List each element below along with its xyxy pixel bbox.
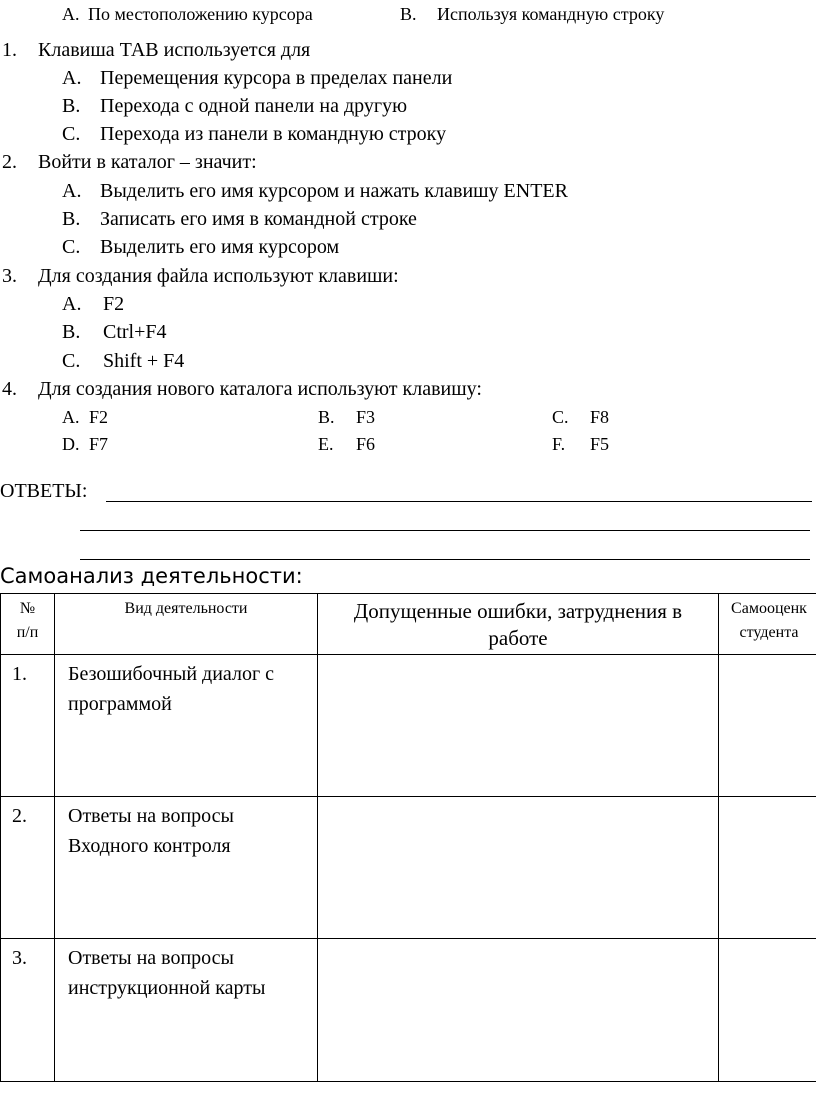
answer-line-3[interactable] — [80, 559, 810, 560]
q4-option-f-text: F5 — [590, 434, 610, 454]
row-2-activity-line2: Входного контроля — [68, 835, 231, 857]
header-activity: Вид деятельности — [124, 600, 248, 617]
row-1-activity-line2: программой — [68, 693, 172, 715]
row-2-activity-line1: Ответы на вопросы — [68, 805, 234, 827]
row-2-activity — [68, 801, 234, 861]
q3-option-a-letter: A. — [62, 293, 82, 315]
q4-option-b-letter: B. — [318, 407, 335, 427]
question-2-number: 2. — [2, 151, 17, 173]
q2-option-c-text: Выделить его имя курсором — [100, 236, 340, 258]
q3-option-c-text: Shift + F4 — [103, 350, 185, 372]
row-1-number: 1. — [12, 663, 27, 685]
q1-option-b-letter: B. — [62, 95, 81, 117]
table-border-bottom — [0, 1081, 816, 1082]
answers-label: ОТВЕТЫ: — [0, 480, 88, 502]
q1-option-a-text: Перемещения курсора в пределах панели — [100, 67, 453, 89]
table-border-top — [0, 593, 816, 594]
q4-option-c-text: F8 — [590, 407, 610, 427]
answer-line-2[interactable] — [80, 530, 810, 531]
question-4-number: 4. — [2, 378, 17, 400]
row-2-self-assessment-cell[interactable] — [719, 797, 816, 938]
q4-option-f-letter: F. — [552, 434, 566, 454]
top-option-b-letter: B. — [400, 4, 417, 24]
top-option-a-letter: A. — [62, 4, 80, 24]
self-analysis-title: Самоанализ деятельности: — [0, 564, 303, 588]
row-1-activity — [68, 659, 274, 719]
row-1-activity-line1: Безошибочный диалог с — [68, 663, 275, 685]
question-3-number: 3. — [2, 265, 17, 287]
q4-option-a-letter: A. — [62, 407, 80, 427]
row-1-self-assessment-cell[interactable] — [719, 655, 816, 796]
question-2-text: Войти в каталог – значит: — [38, 151, 257, 173]
q4-option-e-letter: E. — [318, 434, 334, 454]
q3-option-c-letter: C. — [62, 350, 81, 372]
question-3-text: Для создания файла используют клавиши: — [38, 265, 399, 287]
row-3-errors-cell[interactable] — [318, 939, 718, 1081]
row-3-self-assessment-cell[interactable] — [719, 939, 816, 1081]
table-col-divider — [54, 593, 55, 1082]
header-number — [1, 597, 54, 645]
q1-option-b-text: Перехода с одной панели на другую — [100, 95, 408, 117]
q4-option-b-text: F3 — [356, 407, 376, 427]
q1-option-a-letter: A. — [62, 67, 82, 89]
q4-option-a-text: F2 — [89, 407, 109, 427]
header-errors-line1: Допущенные ошибки, затруднения в — [353, 599, 683, 623]
q3-option-a-text: F2 — [103, 293, 125, 315]
q3-option-b-text: Ctrl+F4 — [103, 321, 167, 343]
header-number-line2: п/п — [16, 624, 39, 641]
row-2-errors-cell[interactable] — [318, 797, 718, 938]
header-self-line1: Самооценк — [731, 600, 807, 617]
header-number-line1: № — [19, 600, 36, 617]
q4-option-e-text: F6 — [356, 434, 376, 454]
q1-option-c-text: Перехода из панели в командную строку — [100, 123, 447, 145]
top-option-b-text: Используя командную строку — [437, 4, 665, 24]
header-self-line2: студента — [739, 624, 799, 641]
table-border-left — [0, 593, 1, 1082]
row-3-activity-line1: Ответы на вопросы — [68, 947, 234, 969]
header-self-assessment — [719, 597, 816, 645]
row-3-number: 3. — [12, 947, 27, 969]
row-2-number: 2. — [12, 805, 27, 827]
row-1-errors-cell[interactable] — [318, 655, 718, 796]
header-errors — [318, 598, 718, 652]
q4-option-c-letter: C. — [552, 407, 569, 427]
q2-option-b-letter: B. — [62, 208, 81, 230]
header-errors-line2: работе — [488, 626, 548, 650]
q1-option-c-letter: C. — [62, 123, 81, 145]
q4-option-d-letter: D. — [62, 434, 80, 454]
q3-option-b-letter: B. — [62, 321, 81, 343]
q2-option-a-letter: A. — [62, 180, 82, 202]
answer-line-1[interactable] — [106, 501, 812, 502]
row-3-activity — [68, 943, 265, 1003]
top-option-a-text: По местоположению курсора — [88, 4, 313, 24]
q2-option-a-text: Выделить его имя курсором и нажать клавишу ENTER — [100, 180, 568, 202]
question-1-text: Клавиша ТАВ используется для — [38, 39, 311, 61]
row-3-activity-line2: инструкционной карты — [68, 977, 266, 999]
question-1-number: 1. — [2, 39, 17, 61]
q2-option-c-letter: C. — [62, 236, 81, 258]
question-4-text: Для создания нового каталога используют клавишу: — [38, 378, 482, 400]
q2-option-b-text: Записать его имя в командной строке — [100, 208, 417, 230]
q4-option-d-text: F7 — [89, 434, 109, 454]
